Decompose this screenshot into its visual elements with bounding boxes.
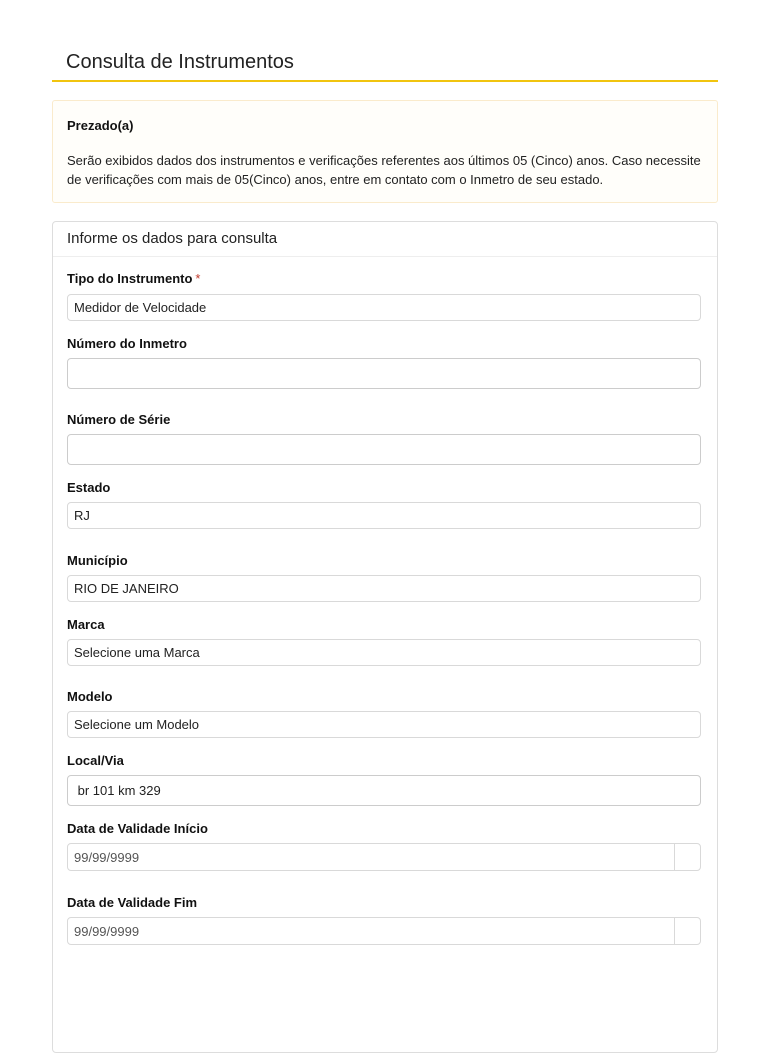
tipo-instrumento-select[interactable] — [67, 294, 701, 321]
data-inicio-label: Data de Validade Início — [67, 821, 208, 836]
numero-serie-input[interactable] — [74, 442, 694, 457]
data-inicio-field[interactable] — [67, 843, 701, 871]
page-header — [52, 46, 718, 82]
numero-serie-label: Número de Série — [67, 412, 171, 427]
estado-value: RJ — [74, 508, 90, 523]
municipio-label: Município — [67, 553, 128, 568]
panel-heading — [53, 222, 717, 257]
tipo-instrumento-value: Medidor de Velocidade — [74, 300, 207, 315]
panel-title: Informe os dados para consulta — [67, 230, 278, 247]
local-via-input[interactable] — [74, 783, 694, 798]
marca-label: Marca — [67, 617, 105, 632]
municipio-value: RIO DE JANEIRO — [74, 581, 179, 596]
numero-inmetro-input[interactable] — [74, 366, 694, 381]
notice-text: Serão exibidos dados dos instrumentos e verificações referentes aos últimos 05 (Cinco) anos. Caso necessite de verificações com mais de 05(Cinco) anos, entre em contato com o Inmetro de seu estado. — [67, 153, 701, 187]
notice-title: Prezado(a) — [67, 118, 134, 133]
modelo-select[interactable] — [67, 711, 701, 738]
numero-inmetro-label: Número do Inmetro — [67, 336, 187, 351]
data-fim-input[interactable] — [74, 924, 668, 939]
data-fim-calendar-addon[interactable] — [674, 918, 700, 944]
numero-serie-field[interactable] — [67, 434, 701, 465]
tipo-instrumento-label — [67, 271, 200, 286]
data-inicio-calendar-addon[interactable] — [674, 844, 700, 870]
tipo-instrumento-label-text: Tipo do Instrumento — [67, 271, 193, 286]
modelo-label: Modelo — [67, 689, 113, 704]
numero-inmetro-field[interactable] — [67, 358, 701, 389]
required-marker: * — [195, 271, 201, 286]
notice-box — [52, 100, 718, 203]
data-fim-field[interactable] — [67, 917, 701, 945]
marca-value: Selecione uma Marca — [74, 645, 200, 660]
modelo-value: Selecione um Modelo — [74, 717, 200, 732]
local-via-label: Local/Via — [67, 753, 124, 768]
marca-select[interactable] — [67, 639, 701, 666]
estado-select[interactable] — [67, 502, 701, 529]
local-via-field[interactable] — [67, 775, 701, 806]
data-inicio-input[interactable] — [74, 850, 668, 865]
estado-label: Estado — [67, 480, 111, 495]
page-title: Consulta de Instrumentos — [66, 51, 294, 73]
data-fim-label: Data de Validade Fim — [67, 895, 198, 910]
municipio-select[interactable] — [67, 575, 701, 602]
